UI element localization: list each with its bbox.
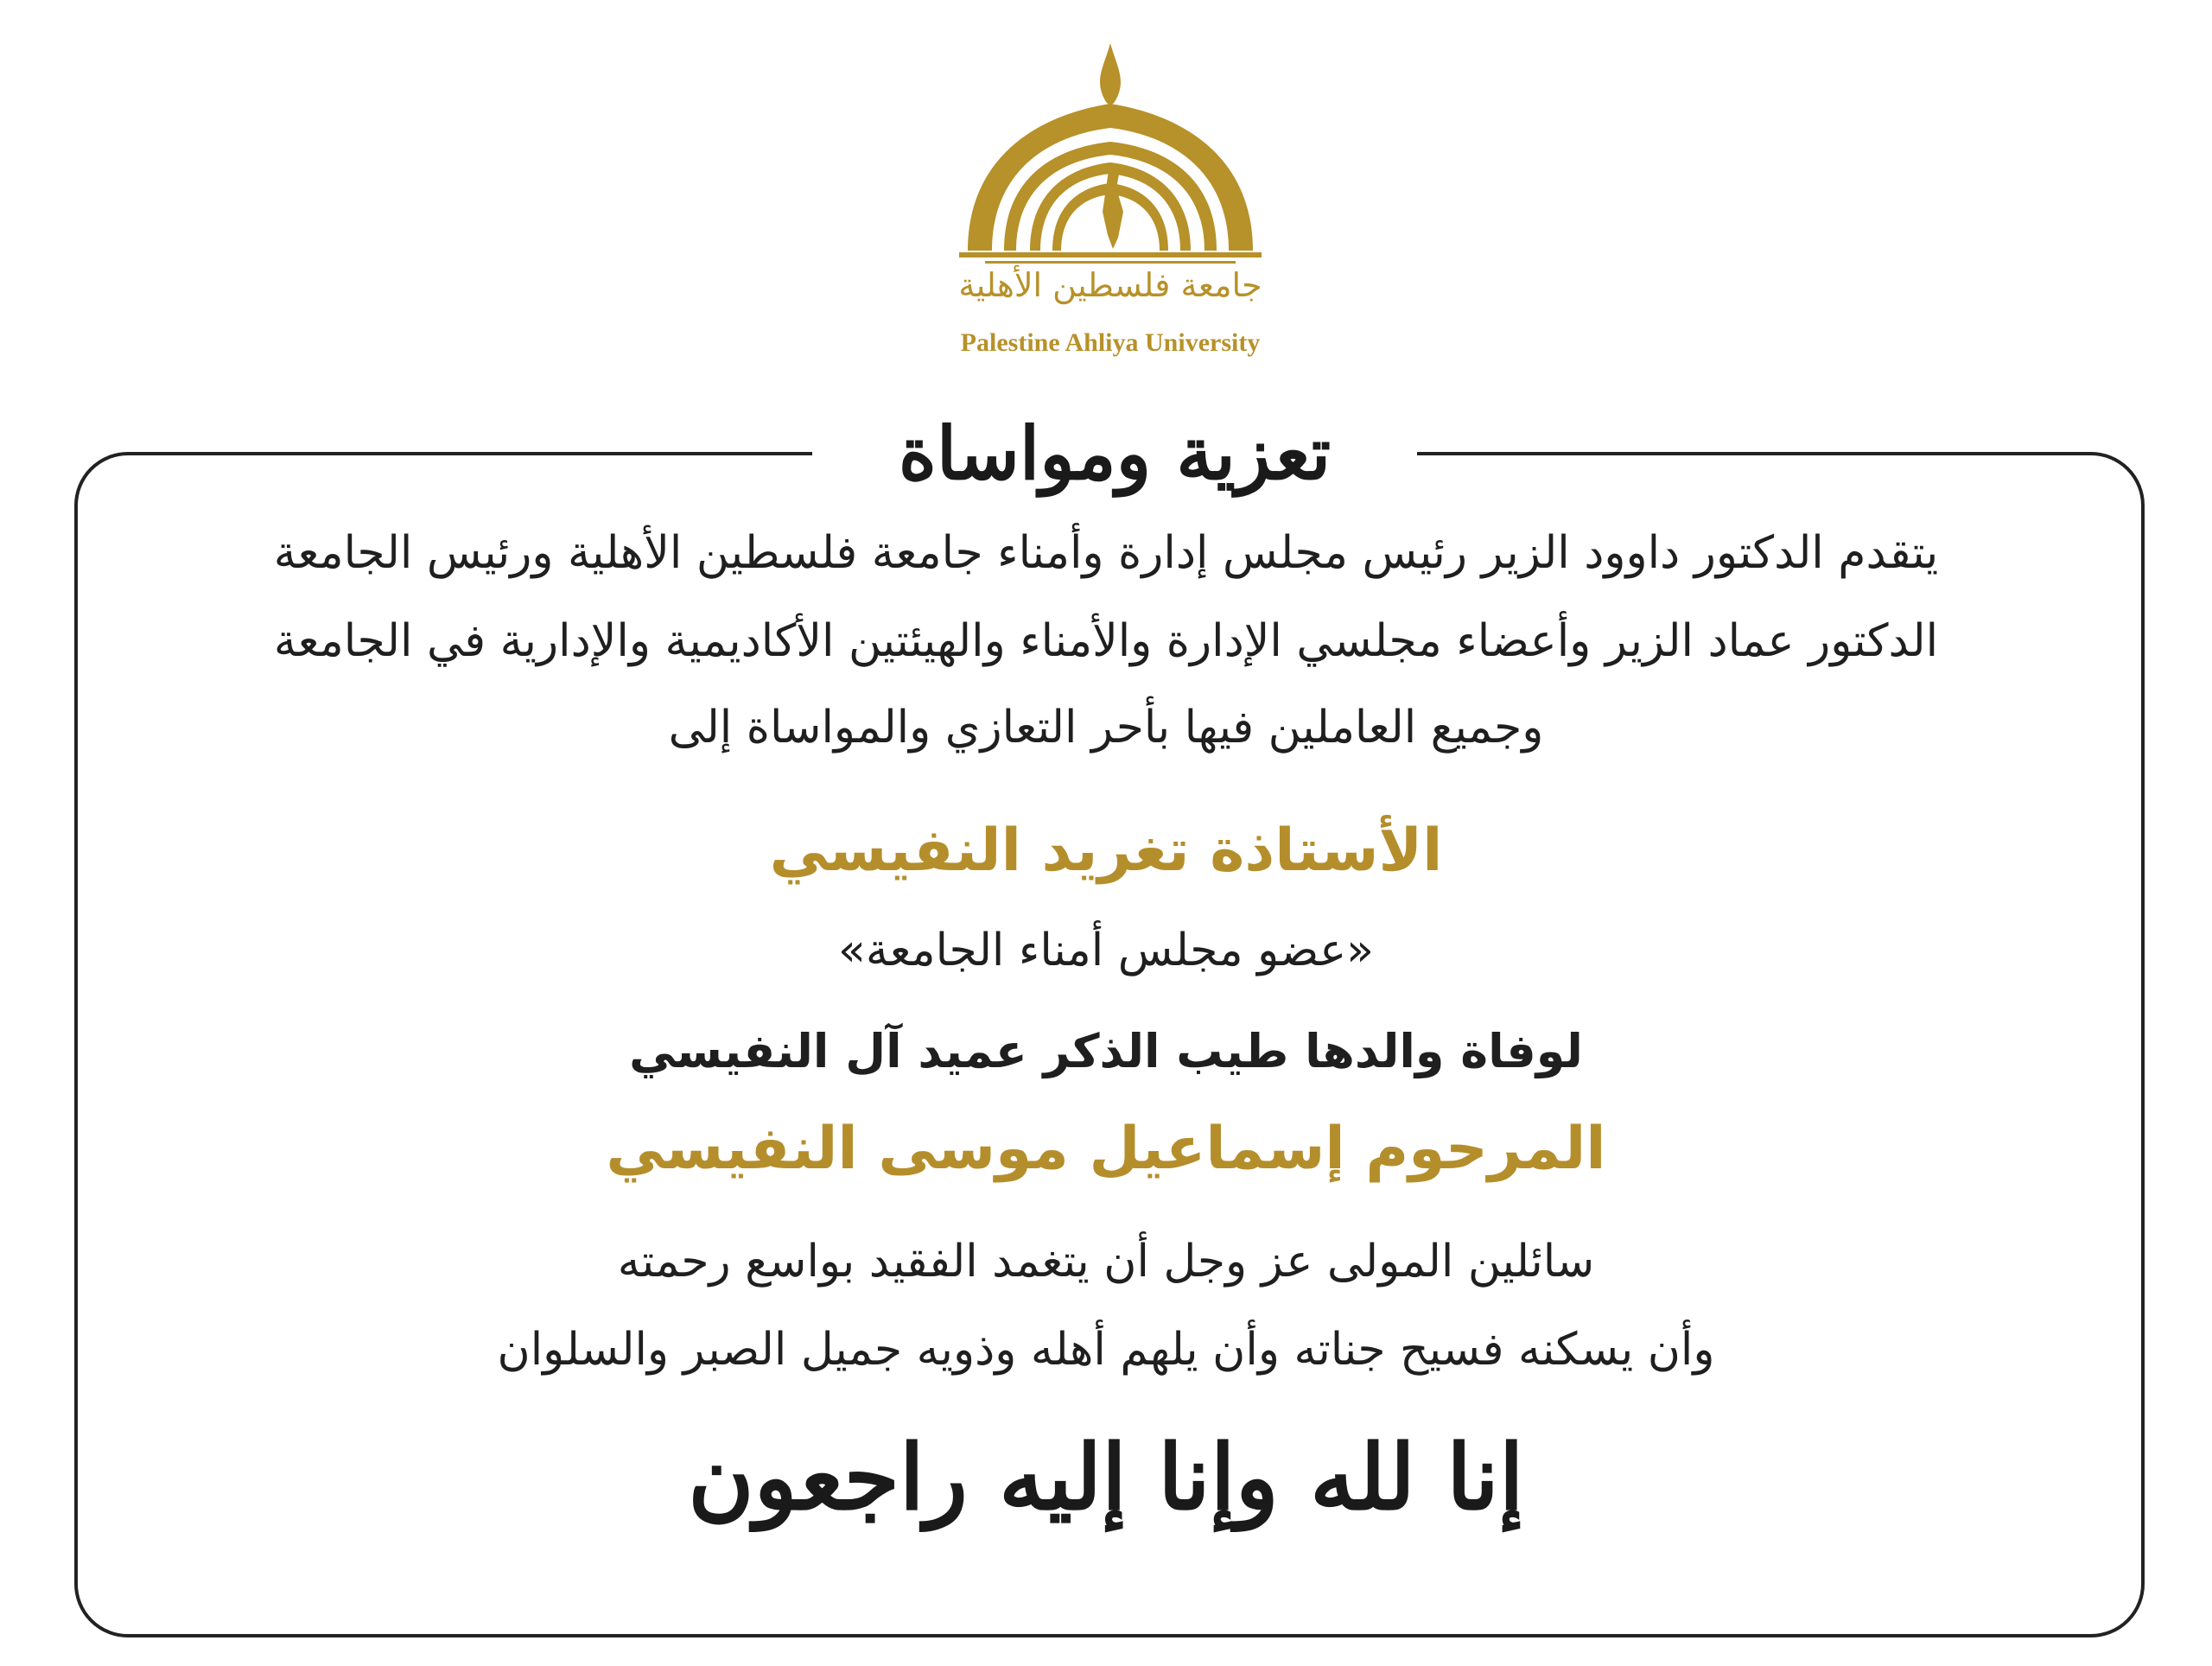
intro-line-3: وجميع العاملين فيها بأحر التعازي والمواساة إلى <box>668 702 1544 754</box>
intro-line-2: الدكتور عماد الزير وأعضاء مجلسي الإدارة والأمناء والهيئتين الأكاديمية والإدارية في الجامعة <box>273 615 1939 667</box>
logo-arabic-name: جامعة فلسطين الأهلية <box>958 266 1262 304</box>
prayer-line-1: سائلين المولى عز وجل أن يتغمد الفقيد بواسع رحمته <box>617 1236 1595 1288</box>
logo-english-name: Palestine Ahliya University <box>960 328 1261 357</box>
recipient-role: «عضو مجلس أمناء الجامعة» <box>838 925 1374 976</box>
university-logo <box>950 35 1270 363</box>
occasion-text: لوفاة والدها طيب الذكر عميد آل النفيسي <box>629 1024 1583 1078</box>
intro-line-1: يتقدم الدكتور داوود الزير رئيس مجلس إدارة وأمناء جامعة فلسطين الأهلية ورئيس الجامعة <box>273 527 1939 579</box>
deceased-name: المرحوم إسماعيل موسى النفيسي <box>606 1115 1606 1183</box>
closing-verse-calligraphy: إنا لله وإنا إليه راجعون <box>688 1424 1524 1530</box>
prayer-line-2: وأن يسكنه فسيح جناته وأن يلهم أهله وذويه جميل الصبر والسلوان <box>497 1324 1715 1376</box>
title-container <box>812 406 1417 501</box>
page-title: تعزية ومواساة <box>898 410 1332 496</box>
recipient-name: الأستاذة تغريد النفيسي <box>769 817 1443 885</box>
dome-emblem-icon <box>950 35 1270 268</box>
